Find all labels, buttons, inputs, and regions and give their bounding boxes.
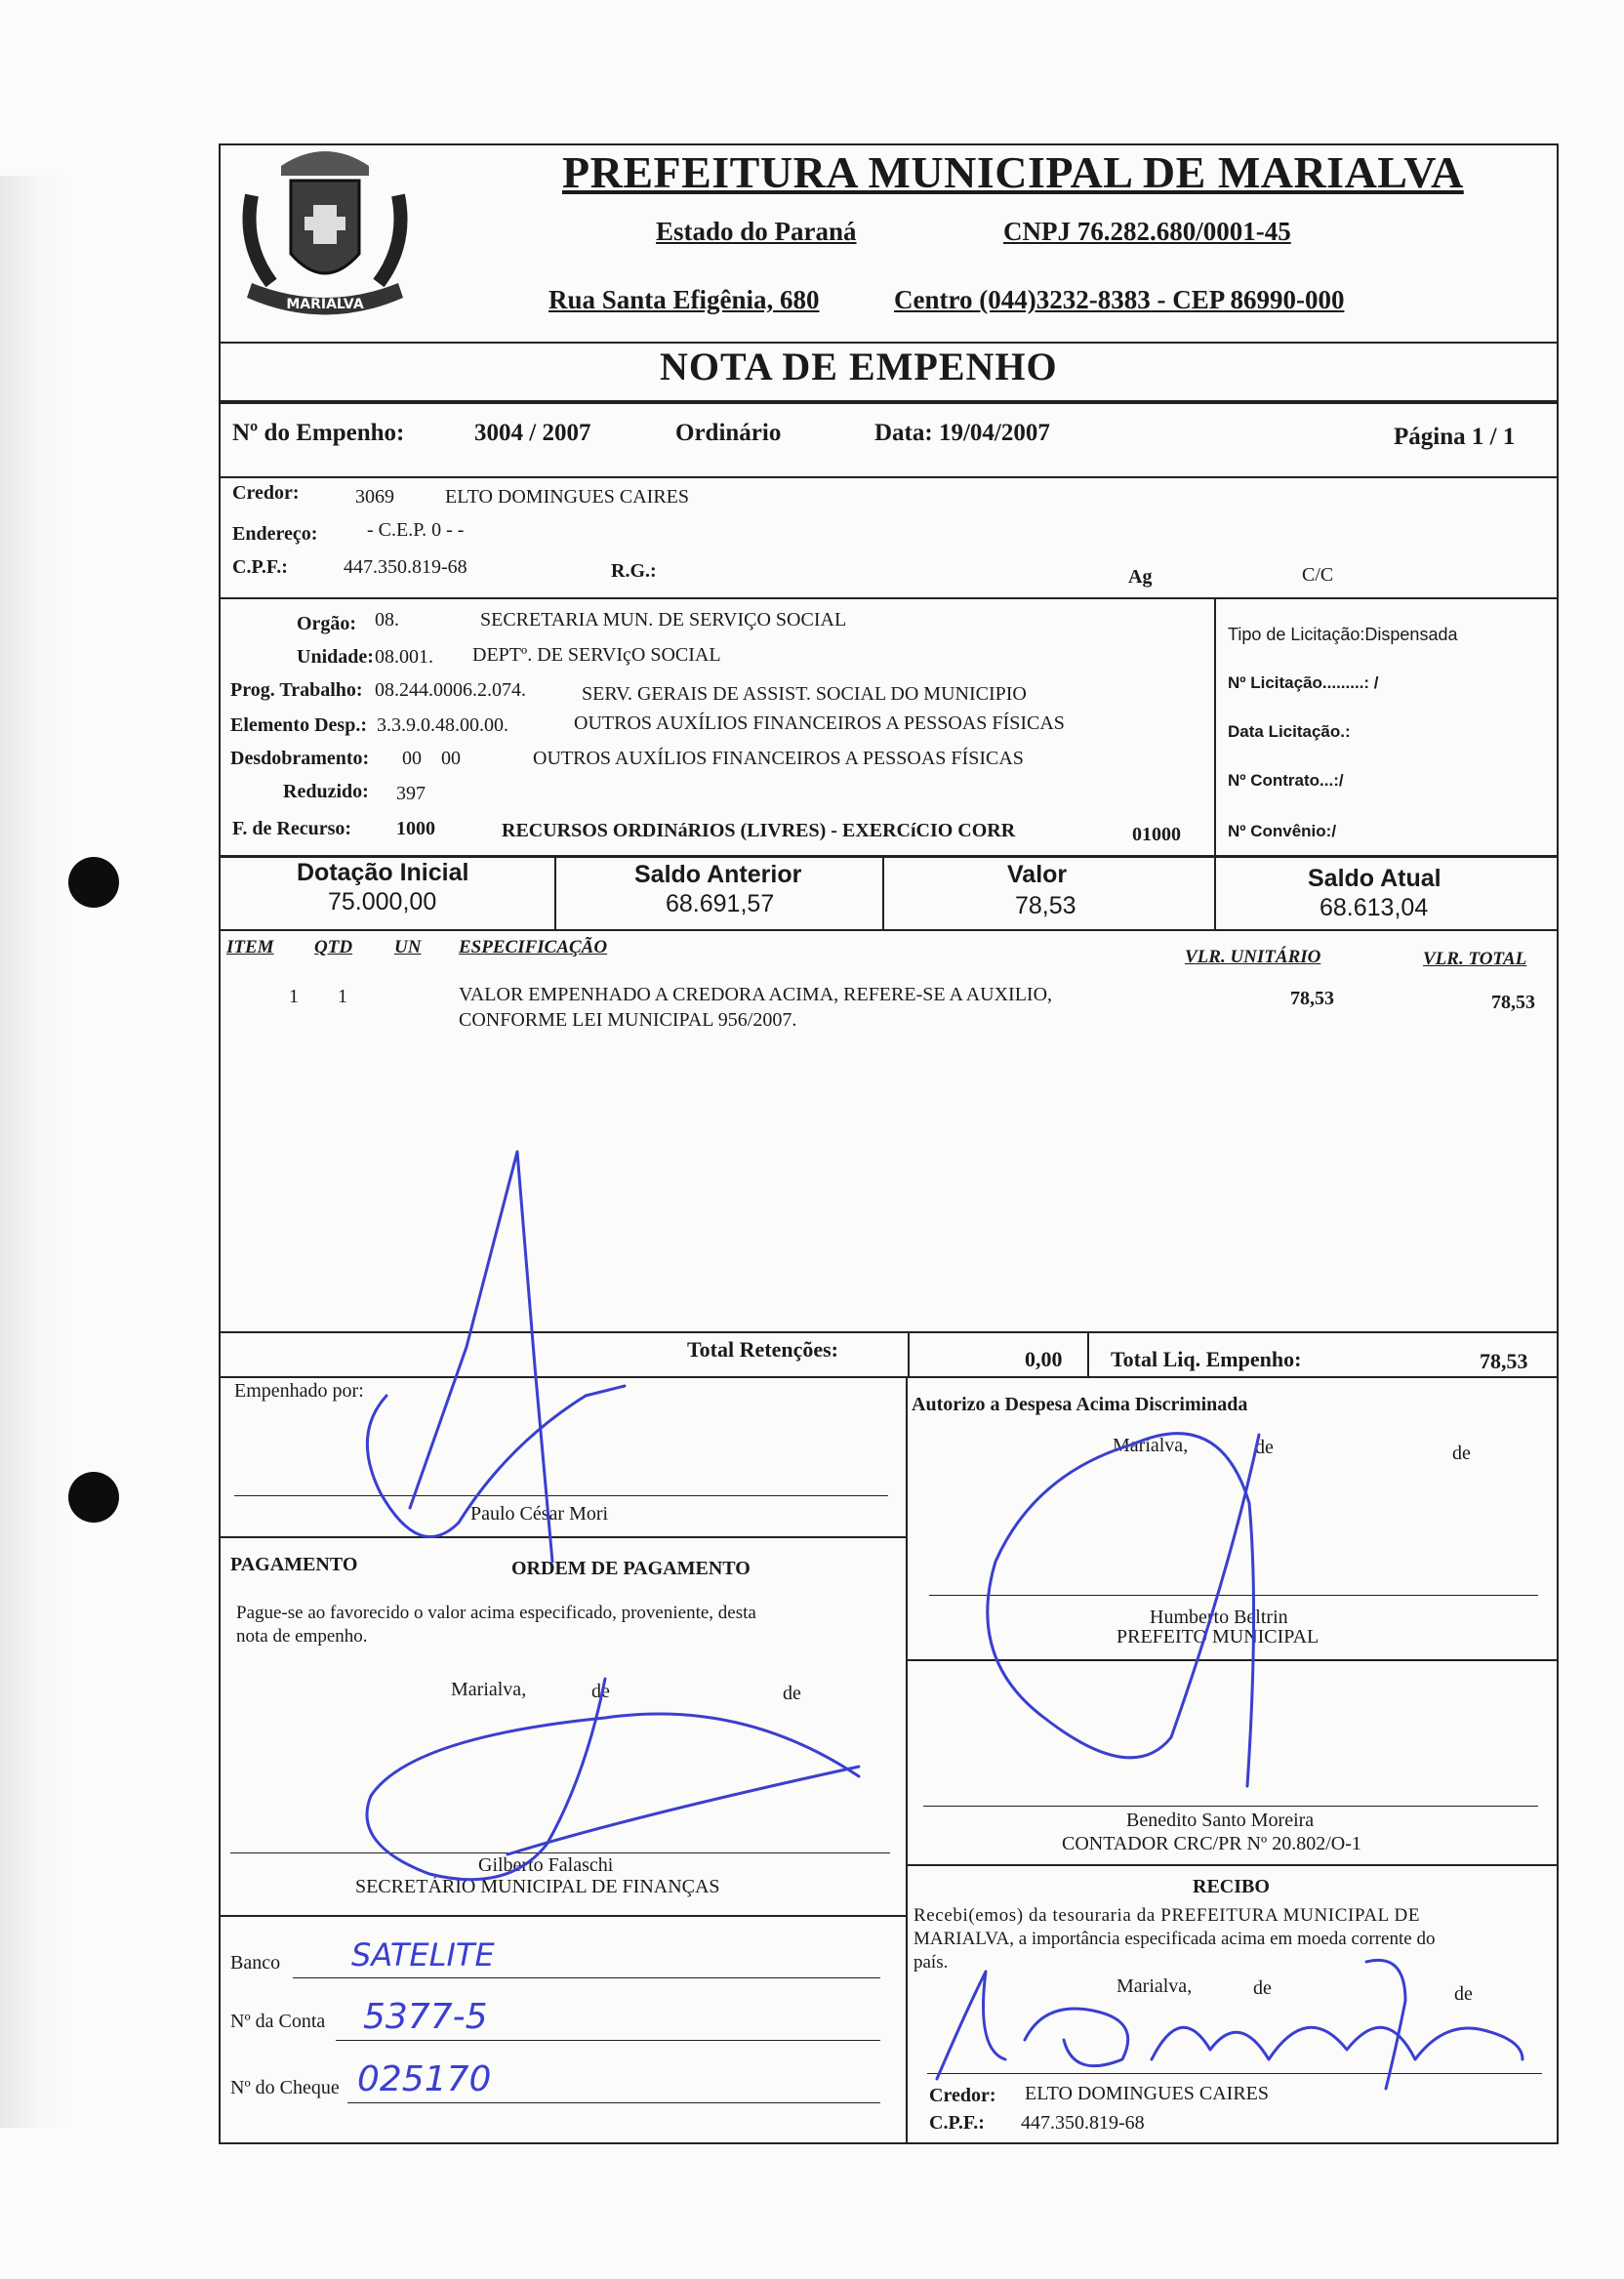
- empenho-numero: 3004 / 2007: [474, 420, 591, 446]
- recurso-label: F. de Recurso:: [232, 818, 352, 839]
- estado-label: Estado do Paraná: [656, 217, 857, 246]
- pagamento-texto-l1: Pague-se ao favorecido o valor acima especificado, proveniente, desta: [236, 1603, 756, 1623]
- col-item: ITEM: [226, 937, 274, 957]
- endereco-label: Rua Santa Efigênia, 680: [548, 285, 820, 314]
- cnpj-label: CNPJ 76.282.680/0001-45: [1003, 217, 1291, 246]
- document-title: NOTA DE EMPENHO: [660, 345, 1058, 388]
- autorizo-de-1: de: [1255, 1437, 1274, 1458]
- col-especificacao: ESPECIFICAÇÃO: [459, 937, 608, 957]
- reduzido-value: 397: [396, 783, 426, 804]
- recurso-nome: RECURSOS ORDINáRIOS (LIVRES) - EXERCíCIO CORR: [502, 820, 1016, 841]
- item-descricao-l2: CONFORME LEI MUNICIPAL 956/2007.: [459, 1009, 797, 1031]
- secretario-cargo: SECRETÁRIO MUNICIPAL DE FINANÇAS: [355, 1876, 720, 1897]
- saldo-anterior-label: Saldo Anterior: [634, 861, 802, 888]
- autorizo-marialva: Marialva,: [1113, 1435, 1189, 1456]
- item-qtd: 1: [338, 986, 347, 1007]
- empenho-data: Data: 19/04/2007: [874, 420, 1050, 446]
- total-liquido-label: Total Liq. Empenho:: [1111, 1347, 1302, 1371]
- col-qtd: QTD: [314, 937, 353, 957]
- contador-cargo: CONTADOR CRC/PR Nº 20.802/O-1: [1062, 1833, 1361, 1854]
- pagamento-marialva: Marialva,: [451, 1679, 527, 1700]
- municipal-crest-icon: [232, 137, 418, 332]
- valor-label: Valor: [1007, 861, 1068, 888]
- col-vlr-unitario: VLR. UNITÁRIO: [1185, 947, 1321, 967]
- paulo-nome: Paulo César Mori: [470, 1503, 609, 1525]
- licitacao-tipo: Tipo de Licitação:Dispensada: [1228, 625, 1458, 644]
- unidade-label: Unidade:: [297, 646, 374, 668]
- desdobramento-codigo: 00 00: [402, 748, 461, 769]
- recibo-texto-l1: Recebi(emos) da tesouraria da PREFEITURA MUNICIPAL DE: [914, 1905, 1421, 1926]
- pagamento-de-2: de: [783, 1683, 801, 1704]
- contato-label: Centro (044)3232-8383 - CEP 86990-000: [894, 285, 1345, 314]
- banco-value: SATELITE: [351, 1936, 495, 1974]
- punch-hole-bottom: [68, 1472, 119, 1523]
- licitacao-contrato: Nº Contrato...:/: [1228, 771, 1344, 790]
- licitacao-data: Data Licitação.:: [1228, 722, 1351, 741]
- empenho-numero-label: Nº do Empenho:: [232, 420, 405, 446]
- contador-nome: Benedito Santo Moreira: [1126, 1810, 1315, 1831]
- total-liquido-value: 78,53: [1480, 1349, 1528, 1373]
- recurso-codigo: 1000: [396, 818, 435, 839]
- recibo-texto-l3: país.: [914, 1952, 949, 1973]
- empenhado-por-label: Empenhado por:: [234, 1380, 364, 1402]
- empenho-tipo: Ordinário: [675, 420, 782, 446]
- cpf-value: 447.350.819-68: [344, 556, 467, 578]
- recibo-de-2: de: [1454, 1983, 1473, 2005]
- item-vlr-unitario: 78,53: [1290, 988, 1334, 1009]
- recibo-texto-l2: MARIALVA, a importância especificada acima em moeda corrente do: [914, 1929, 1436, 1949]
- cheque-label: Nº do Cheque: [230, 2077, 340, 2098]
- orgao-nome: SECRETARIA MUN. DE SERVIÇO SOCIAL: [480, 609, 847, 631]
- svg-text:MARIALVA: MARIALVA: [286, 297, 364, 312]
- unidade-nome: DEPTº. DE SERVIçO SOCIAL: [472, 644, 721, 666]
- item-descricao-l1: VALOR EMPENHADO A CREDORA ACIMA, REFERE-SE A AUXILIO,: [459, 984, 1053, 1005]
- saldo-atual-value: 68.613,04: [1320, 894, 1429, 921]
- conta-label: Nº da Conta: [230, 2011, 326, 2032]
- pagamento-label: PAGAMENTO: [230, 1554, 358, 1575]
- saldo-atual-label: Saldo Atual: [1308, 865, 1441, 892]
- cpf-label: C.P.F.:: [232, 556, 288, 578]
- recibo-credor-label: Credor:: [929, 2085, 996, 2106]
- banco-label: Banco: [230, 1952, 281, 1974]
- credor-nome: ELTO DOMINGUES CAIRES: [445, 486, 690, 508]
- orgao-label: Orgão:: [297, 613, 357, 634]
- elemento-codigo: 3.3.9.0.48.00.00.: [377, 714, 508, 736]
- desdobramento-nome: OUTROS AUXÍLIOS FINANCEIROS A PESSOAS FÍSICAS: [533, 748, 1024, 769]
- page-title: PREFEITURA MUNICIPAL DE MARIALVA: [562, 147, 1464, 197]
- recibo-credor: ELTO DOMINGUES CAIRES: [1025, 2083, 1270, 2104]
- recibo-titulo: RECIBO: [1193, 1876, 1270, 1897]
- item-number: 1: [289, 986, 299, 1007]
- ordem-pagamento-label: ORDEM DE PAGAMENTO: [511, 1558, 751, 1579]
- prefeito-nome: Humberto Beltrin: [1150, 1607, 1288, 1628]
- dotacao-inicial-value: 75.000,00: [328, 888, 437, 916]
- total-retencoes-label: Total Retenções:: [687, 1337, 838, 1362]
- recurso-numero: 01000: [1132, 824, 1181, 845]
- credor-label: Credor:: [232, 482, 300, 504]
- pagamento-texto-l2: nota de empenho.: [236, 1626, 368, 1647]
- pagamento-de-1: de: [591, 1681, 610, 1702]
- col-un: UN: [394, 937, 422, 957]
- valor-value: 78,53: [1015, 892, 1076, 919]
- licitacao-numero: Nº Licitação.........: /: [1228, 673, 1379, 692]
- prog-nome: SERV. GERAIS DE ASSIST. SOCIAL DO MUNICIPIO: [582, 683, 1027, 705]
- prog-label: Prog. Trabalho:: [230, 679, 363, 701]
- ag-label: Ag: [1128, 566, 1153, 588]
- saldo-anterior-value: 68.691,57: [666, 890, 775, 917]
- dotacao-inicial-label: Dotação Inicial: [297, 859, 469, 886]
- credor-codigo: 3069: [355, 486, 394, 508]
- unidade-codigo: 08.001.: [375, 646, 433, 668]
- col-vlr-total: VLR. TOTAL: [1423, 949, 1527, 969]
- recibo-cpf-label: C.P.F.:: [929, 2112, 985, 2134]
- conta-value: 5377-5: [363, 1997, 488, 2037]
- recibo-marialva: Marialva,: [1116, 1975, 1193, 1997]
- prog-codigo: 08.244.0006.2.074.: [375, 679, 526, 701]
- endereco-credor-label: Endereço:: [232, 523, 318, 545]
- prefeito-cargo: PREFEITO MUNICIPAL: [1116, 1626, 1320, 1648]
- cc-label: C/C: [1302, 564, 1334, 586]
- licitacao-convenio: Nº Convênio:/: [1228, 822, 1337, 840]
- endereco-credor: - C.E.P. 0 - -: [367, 519, 465, 541]
- cheque-value: 025170: [357, 2059, 492, 2099]
- punch-hole-top: [68, 857, 119, 908]
- reduzido-label: Reduzido:: [283, 781, 369, 802]
- autorizo-label: Autorizo a Despesa Acima Discriminada: [912, 1394, 1248, 1415]
- empenho-pagina: Página 1 / 1: [1394, 424, 1516, 450]
- desdobramento-label: Desdobramento:: [230, 748, 370, 769]
- rg-label: R.G.:: [611, 560, 657, 582]
- elemento-label: Elemento Desp.:: [230, 714, 367, 736]
- elemento-nome: OUTROS AUXÍLIOS FINANCEIROS A PESSOAS FÍSICAS: [574, 712, 1065, 734]
- scan-edge-shadow: [0, 176, 68, 2128]
- total-retencoes-value: 0,00: [1025, 1347, 1063, 1371]
- recibo-de-1: de: [1253, 1977, 1272, 1999]
- item-vlr-total: 78,53: [1491, 992, 1535, 1013]
- orgao-codigo: 08.: [375, 609, 399, 631]
- autorizo-de-2: de: [1452, 1443, 1471, 1464]
- recibo-cpf: 447.350.819-68: [1021, 2112, 1145, 2134]
- secretario-nome: Gilberto Falaschi: [478, 1854, 614, 1876]
